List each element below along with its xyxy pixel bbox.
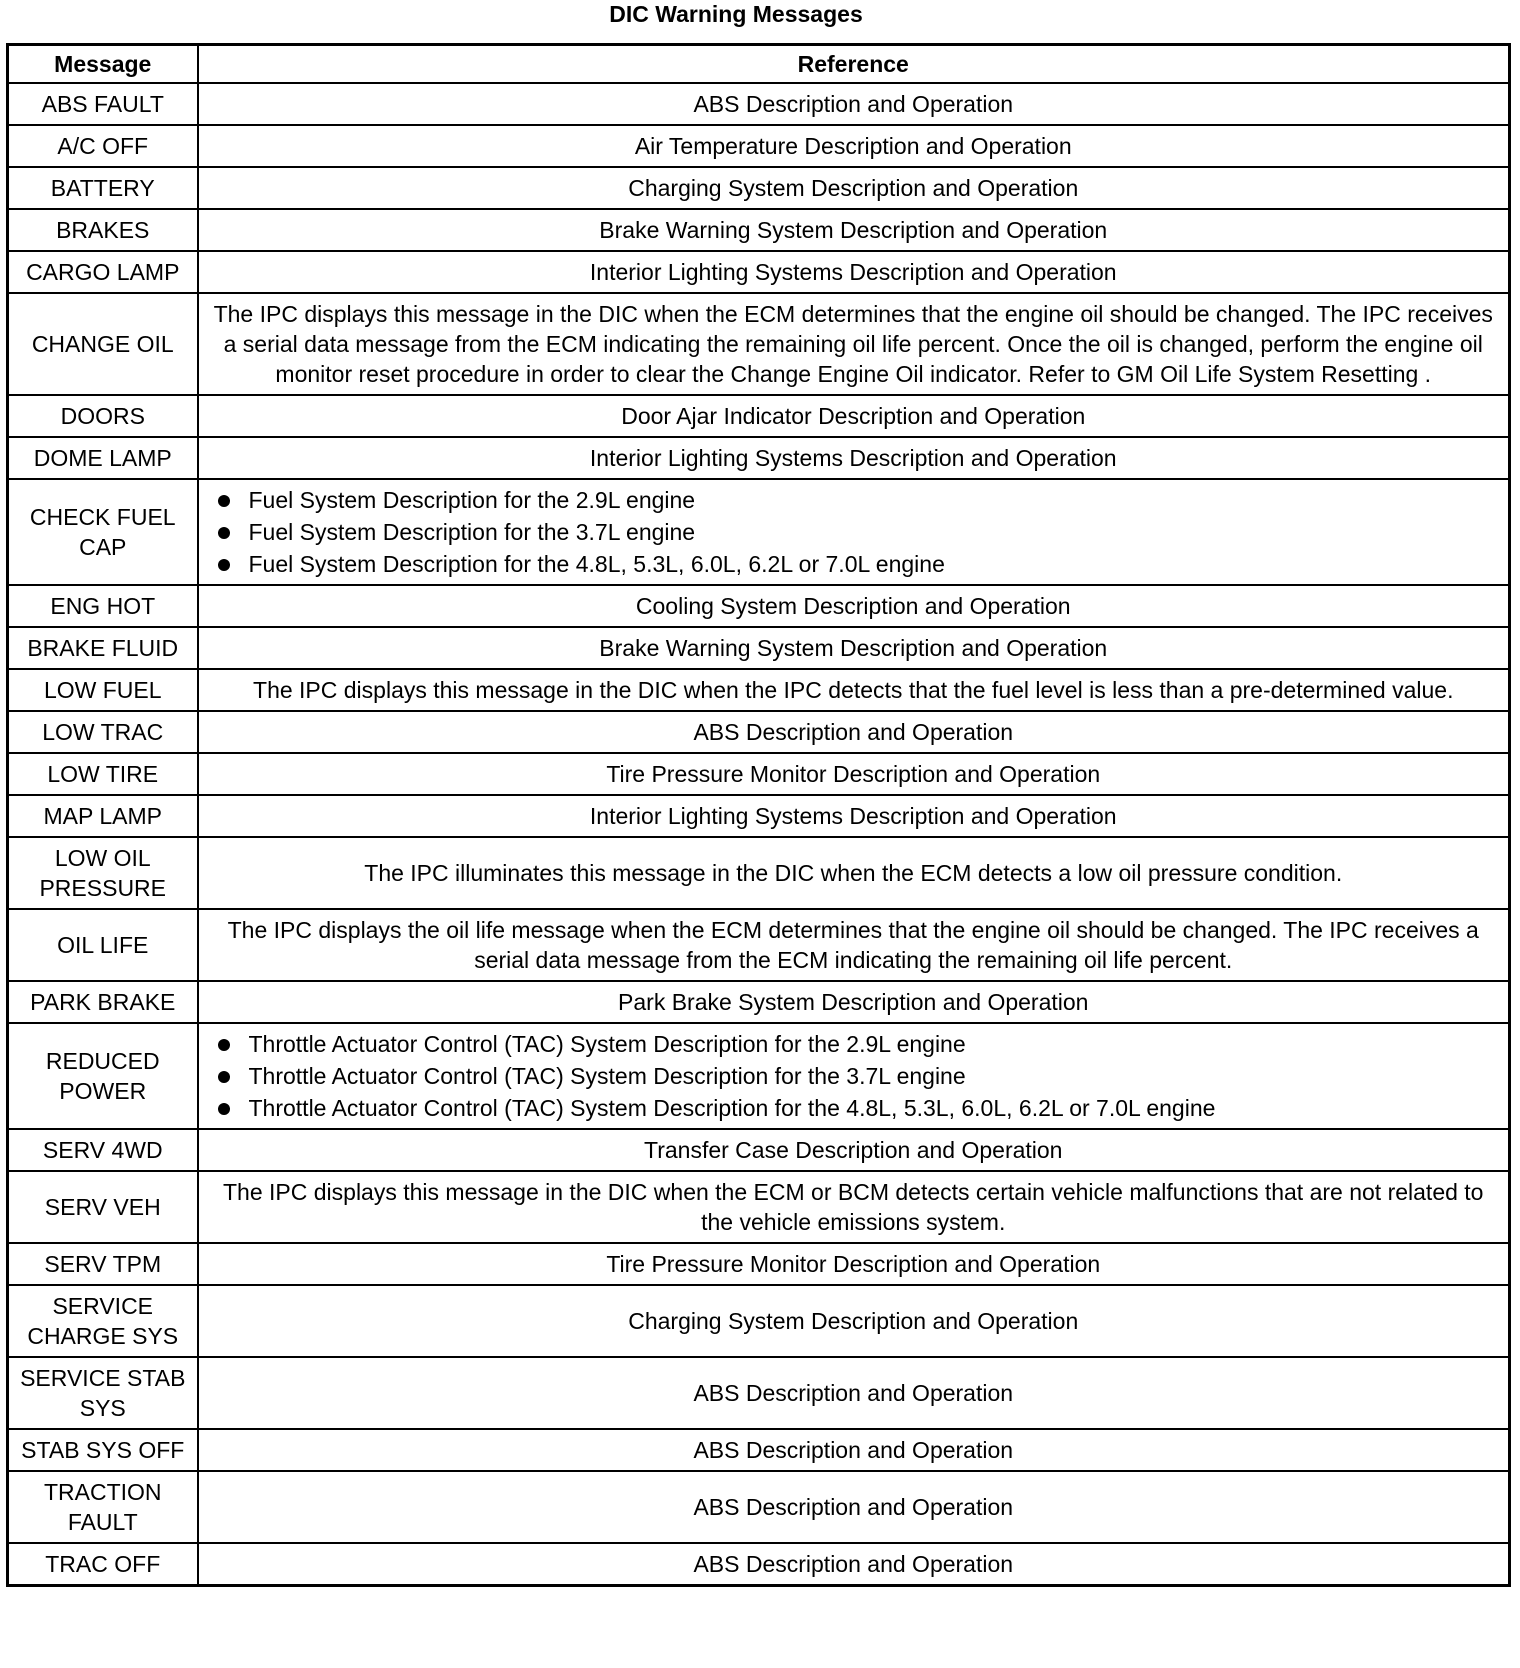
message-cell: SERVICE STAB SYS [8, 1357, 198, 1429]
list-item-text: Throttle Actuator Control (TAC) System Description for the 4.8L, 5.3L, 6.0L, 6.2L or 7.0L engine [248, 1095, 1216, 1121]
message-cell: SERV VEH [8, 1171, 198, 1243]
reference-cell: ABS Description and Operation [198, 711, 1510, 753]
list-item-text: Throttle Actuator Control (TAC) System Description for the 3.7L engine [248, 1063, 966, 1089]
reference-cell: Brake Warning System Description and Operation [198, 209, 1510, 251]
table-row [8, 1171, 1510, 1243]
message-cell: MAP LAMP [8, 795, 198, 837]
message-cell: LOW TIRE [8, 753, 198, 795]
message-cell: CHECK FUEL CAP [8, 479, 198, 585]
message-cell: A/C OFF [8, 125, 198, 167]
message-cell: BRAKE FLUID [8, 627, 198, 669]
message-cell: PARK BRAKE [8, 981, 198, 1023]
table-row [8, 167, 1510, 209]
reference-cell: ABS Description and Operation [198, 1357, 1510, 1429]
list-item-text: Fuel System Description for the 4.8L, 5.3L, 6.0L, 6.2L or 7.0L engine [248, 551, 945, 577]
table-row [8, 395, 1510, 437]
table-row [8, 837, 1510, 909]
reference-cell: Interior Lighting Systems Description and Operation [198, 795, 1510, 837]
reference-cell: ABS Description and Operation [198, 1429, 1510, 1471]
table-row [8, 669, 1510, 711]
list-item [213, 1092, 1503, 1124]
reference-cell: ABS Description and Operation [198, 1543, 1510, 1586]
reference-cell: Transfer Case Description and Operation [198, 1129, 1510, 1171]
list-item [213, 484, 1503, 516]
reference-cell: Air Temperature Description and Operation [198, 125, 1510, 167]
reference-cell: Interior Lighting Systems Description and Operation [198, 251, 1510, 293]
reference-cell: Park Brake System Description and Operation [198, 981, 1510, 1023]
reference-cell: Tire Pressure Monitor Description and Operation [198, 753, 1510, 795]
list-item [213, 548, 1503, 580]
table-row [8, 125, 1510, 167]
message-cell: STAB SYS OFF [8, 1429, 198, 1471]
message-cell: SERV 4WD [8, 1129, 198, 1171]
message-cell: LOW FUEL [8, 669, 198, 711]
table-row [8, 909, 1510, 981]
reference-cell [198, 1023, 1510, 1129]
list-item-text: Throttle Actuator Control (TAC) System Description for the 2.9L engine [248, 1031, 966, 1057]
bullet-icon [218, 1039, 230, 1051]
message-cell: CARGO LAMP [8, 251, 198, 293]
table-row [8, 83, 1510, 125]
reference-cell: Charging System Description and Operation [198, 167, 1510, 209]
reference-cell: The IPC displays the oil life message when the ECM determines that the engine oil should be changed. The IPC receives a serial data message from the ECM indicating the remaining oil life percent. [198, 909, 1510, 981]
reference-cell: Door Ajar Indicator Description and Operation [198, 395, 1510, 437]
reference-cell: Tire Pressure Monitor Description and Operation [198, 1243, 1510, 1285]
table-row [8, 627, 1510, 669]
table-row [8, 209, 1510, 251]
reference-cell: ABS Description and Operation [198, 1471, 1510, 1543]
reference-cell: ABS Description and Operation [198, 83, 1510, 125]
bullet-icon [218, 559, 230, 571]
message-cell: SERVICE CHARGE SYS [8, 1285, 198, 1357]
reference-cell: Charging System Description and Operation [198, 1285, 1510, 1357]
table-row [8, 1471, 1510, 1543]
list-item-text: Fuel System Description for the 2.9L engine [248, 487, 696, 513]
message-cell: REDUCED POWER [8, 1023, 198, 1129]
reference-cell: The IPC displays this message in the DIC when the ECM determines that the engine oil should be changed. The IPC receives a serial data message from the ECM indicating the remaining oil life percent. Once the oil is changed, perform the engine oil monitor reset procedure in order to clear the Change Engine Oil indicator. Refer to GM Oil Life System Resetting . [198, 293, 1510, 395]
table-row [8, 585, 1510, 627]
table-row [8, 711, 1510, 753]
table-row [8, 479, 1510, 585]
list-item [213, 1028, 1503, 1060]
table-header-row [8, 45, 1510, 84]
message-cell: ABS FAULT [8, 83, 198, 125]
message-cell: TRACTION FAULT [8, 1471, 198, 1543]
table-row [8, 1023, 1510, 1129]
bullet-icon [218, 527, 230, 539]
message-cell: ENG HOT [8, 585, 198, 627]
reference-list [213, 1028, 1503, 1124]
message-cell: BATTERY [8, 167, 198, 209]
table-row [8, 1429, 1510, 1471]
message-cell: LOW TRAC [8, 711, 198, 753]
table-row [8, 981, 1510, 1023]
reference-cell: Brake Warning System Description and Operation [198, 627, 1510, 669]
reference-cell [198, 479, 1510, 585]
reference-cell: Cooling System Description and Operation [198, 585, 1510, 627]
message-cell: OIL LIFE [8, 909, 198, 981]
message-cell: TRAC OFF [8, 1543, 198, 1586]
table-row [8, 1357, 1510, 1429]
table-row [8, 1543, 1510, 1586]
dic-warning-messages-table [6, 43, 1511, 1587]
list-item [213, 516, 1503, 548]
table-row [8, 251, 1510, 293]
bullet-icon [218, 1071, 230, 1083]
header-message: Message [8, 45, 198, 84]
page-title [0, 0, 1520, 40]
bullet-icon [218, 1103, 230, 1115]
header-reference: Reference [198, 45, 1510, 84]
reference-cell: The IPC displays this message in the DIC when the ECM or BCM detects certain vehicle malfunctions that are not related to the vehicle emissions system. [198, 1171, 1510, 1243]
message-cell: BRAKES [8, 209, 198, 251]
message-cell: LOW OIL PRESSURE [8, 837, 198, 909]
message-cell: SERV TPM [8, 1243, 198, 1285]
table-row [8, 437, 1510, 479]
table-row [8, 795, 1510, 837]
table-row [8, 1285, 1510, 1357]
message-cell: DOORS [8, 395, 198, 437]
table-row [8, 753, 1510, 795]
reference-cell: The IPC illuminates this message in the DIC when the ECM detects a low oil pressure condition. [198, 837, 1510, 909]
list-item-text: Fuel System Description for the 3.7L engine [248, 519, 696, 545]
message-cell: DOME LAMP [8, 437, 198, 479]
bullet-icon [218, 495, 230, 507]
table-row [8, 1129, 1510, 1171]
table-body [8, 83, 1510, 1586]
reference-cell: Interior Lighting Systems Description and Operation [198, 437, 1510, 479]
list-item [213, 1060, 1503, 1092]
table-row [8, 293, 1510, 395]
page-title-text: DIC Warning Messages [609, 1, 863, 27]
table-row [8, 1243, 1510, 1285]
reference-list [213, 484, 1503, 580]
message-cell: CHANGE OIL [8, 293, 198, 395]
reference-cell: The IPC displays this message in the DIC when the IPC detects that the fuel level is less than a pre-determined value. [198, 669, 1510, 711]
